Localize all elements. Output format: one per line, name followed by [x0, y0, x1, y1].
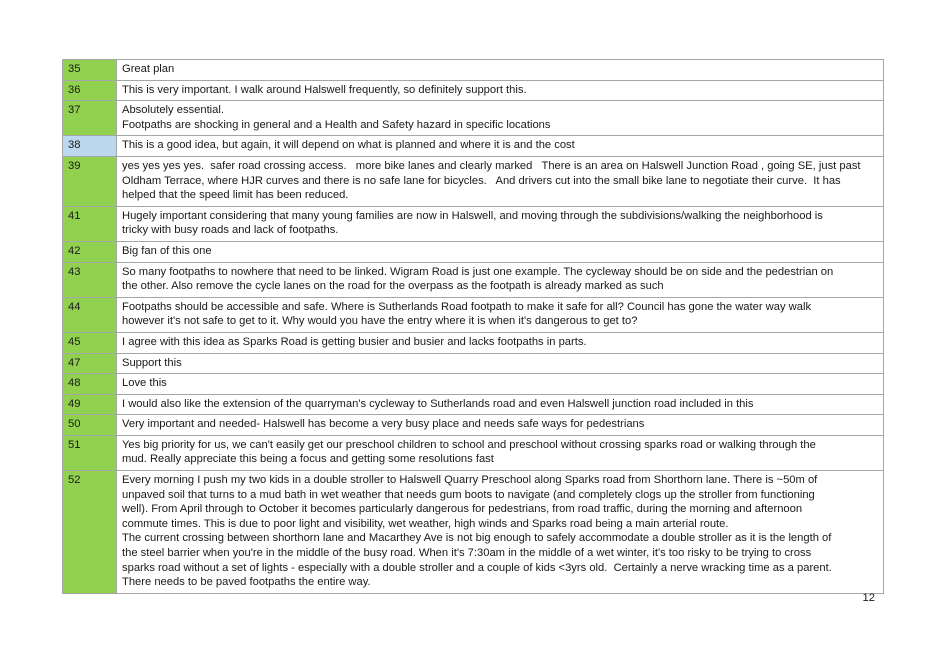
row-comment-cell	[117, 206, 884, 241]
table-row	[63, 206, 884, 241]
comment-line: unpaved soil that turns to a mud bath in wet weather that needs gum boots to navigate (and completely clogs up the stroller from functioning	[122, 488, 815, 501]
comment-line: This is a good idea, but again, it will depend on what is planned and where it is and the cost	[122, 139, 575, 152]
comment-line: sparks road without a set of lights - especially with a double stroller and a couple of kids <3yrs old. Certainly a nerve wracking time as a parent.	[122, 561, 832, 574]
feedback-table-body	[63, 60, 884, 594]
comment-line: So many footpaths to nowhere that need to be linked. Wigram Road is just one example. The cycleway should be on side and the pedestrian on	[122, 265, 834, 278]
table-row	[63, 156, 884, 206]
row-comment-cell	[117, 156, 884, 206]
row-number-cell: 36	[63, 80, 117, 101]
row-comment-cell	[117, 435, 884, 470]
table-row	[63, 80, 884, 101]
comment-line: There needs to be paved footpaths the entire way.	[122, 576, 371, 589]
comment-line: Big fan of this one	[122, 244, 212, 257]
row-number-cell: 41	[63, 206, 117, 241]
row-number-cell: 39	[63, 156, 117, 206]
row-comment-cell	[117, 136, 884, 157]
comment-line: the steel barrier when you're in the middle of the busy road. When it's 7:30am in the middle of a wet winter, it's too risky to be trying to cross	[122, 547, 812, 560]
row-number-cell: 49	[63, 394, 117, 415]
comment-line: yes yes yes yes. safer road crossing access. more bike lanes and clearly marked There is an area on Halswell Junction Road , going SE, just past	[122, 159, 861, 172]
comment-line: well). From April through to October it becomes particularly dangerous for pedestrians, from road traffic, during the morning and afternoon	[122, 503, 803, 516]
comment-line: I would also like the extension of the quarryman's cycleway to Sutherlands road and even Halswell junction road included in this	[122, 397, 754, 410]
comment-line: This is very important. I walk around Halswell frequently, so definitely support this.	[122, 83, 527, 96]
comment-line: Great plan	[122, 63, 175, 75]
row-comment-cell	[117, 60, 884, 81]
table-row	[63, 374, 884, 395]
row-comment-cell	[117, 101, 884, 136]
row-number-cell: 52	[63, 471, 117, 594]
row-number-cell: 37	[63, 101, 117, 136]
row-number-cell: 45	[63, 332, 117, 353]
row-comment-cell	[117, 297, 884, 332]
comment-line: Footpaths should be accessible and safe. Where is Sutherlands Road footpath to make it safe for all? Council has gone the water way walk	[122, 300, 812, 313]
row-comment-cell	[117, 80, 884, 101]
row-number-cell: 35	[63, 60, 117, 81]
row-comment-cell	[117, 262, 884, 297]
row-number-cell: 48	[63, 374, 117, 395]
table-row	[63, 394, 884, 415]
table-row	[63, 262, 884, 297]
table-row	[63, 471, 884, 594]
feedback-table	[62, 59, 884, 594]
table-row	[63, 297, 884, 332]
row-comment-cell	[117, 471, 884, 594]
row-comment-cell	[117, 332, 884, 353]
comment-line: mud. Really appreciate this being a focus and getting some resolutions fast	[122, 453, 494, 466]
comment-line: Oldham Terrace, where HJR curves and there is no safe lane for bicycles. And drivers cut into the small bike lane to negotiate their curve. It has	[122, 174, 841, 187]
row-number-cell: 42	[63, 241, 117, 262]
table-row	[63, 415, 884, 436]
row-comment-cell	[117, 353, 884, 374]
table-row	[63, 353, 884, 374]
table-row	[63, 60, 884, 81]
comment-line: The current crossing between shorthorn lane and Macarthey Ave is not big enough to safely accommodate a double stroller as it is the length of	[122, 532, 832, 545]
feedback-table-wrapper	[62, 59, 865, 594]
row-comment-cell	[117, 415, 884, 436]
comment-line: Footpaths are shocking in general and a Health and Safety hazard in specific locations	[122, 118, 551, 131]
table-row	[63, 101, 884, 136]
comment-line: helped that the speed limit has been reduced.	[122, 189, 349, 202]
comment-line: Absolutely essential.	[122, 104, 224, 117]
comment-line: I agree with this idea as Sparks Road is getting busier and busier and lacks footpaths in parts.	[122, 335, 587, 348]
table-row	[63, 435, 884, 470]
row-number-cell: 38	[63, 136, 117, 157]
row-number-cell: 51	[63, 435, 117, 470]
table-row	[63, 332, 884, 353]
comment-line: Hugely important considering that many young families are now in Halswell, and moving through the subdivisions/walking the neighborhood is	[122, 209, 823, 222]
comment-line: tricky with busy roads and lack of footpaths.	[122, 224, 339, 237]
comment-line: Yes big priority for us, we can't easily get our preschool children to school and preschool without crossing sparks road or walking through the	[122, 438, 816, 451]
comment-line: Very important and needed- Halswell has become a very busy place and needs safe ways for pedestrians	[122, 418, 645, 431]
comment-line: commute times. This is due to poor light and visibility, wet weather, high winds and Sparks road being a main arterial route.	[122, 517, 729, 530]
comment-line: however it's not safe to get to it. Why would you have the entry where it is when it's dangerous to get to?	[122, 315, 638, 328]
row-comment-cell	[117, 241, 884, 262]
row-number-cell: 43	[63, 262, 117, 297]
comment-line: the other. Also remove the cycle lanes on the road for the overpass as the footpath is already marked as such	[122, 280, 664, 293]
row-number-cell: 47	[63, 353, 117, 374]
row-comment-cell	[117, 374, 884, 395]
table-row	[63, 136, 884, 157]
row-number-cell: 44	[63, 297, 117, 332]
comment-line: Support this	[122, 356, 182, 369]
comment-line: Love this	[122, 377, 167, 390]
row-comment-cell	[117, 394, 884, 415]
comment-line: Every morning I push my two kids in a double stroller to Halswell Quarry Preschool along Sparks road from Shorthorn lane. There is ~50m of	[122, 474, 818, 487]
page-number: 12	[862, 592, 875, 604]
row-number-cell: 50	[63, 415, 117, 436]
table-row	[63, 241, 884, 262]
